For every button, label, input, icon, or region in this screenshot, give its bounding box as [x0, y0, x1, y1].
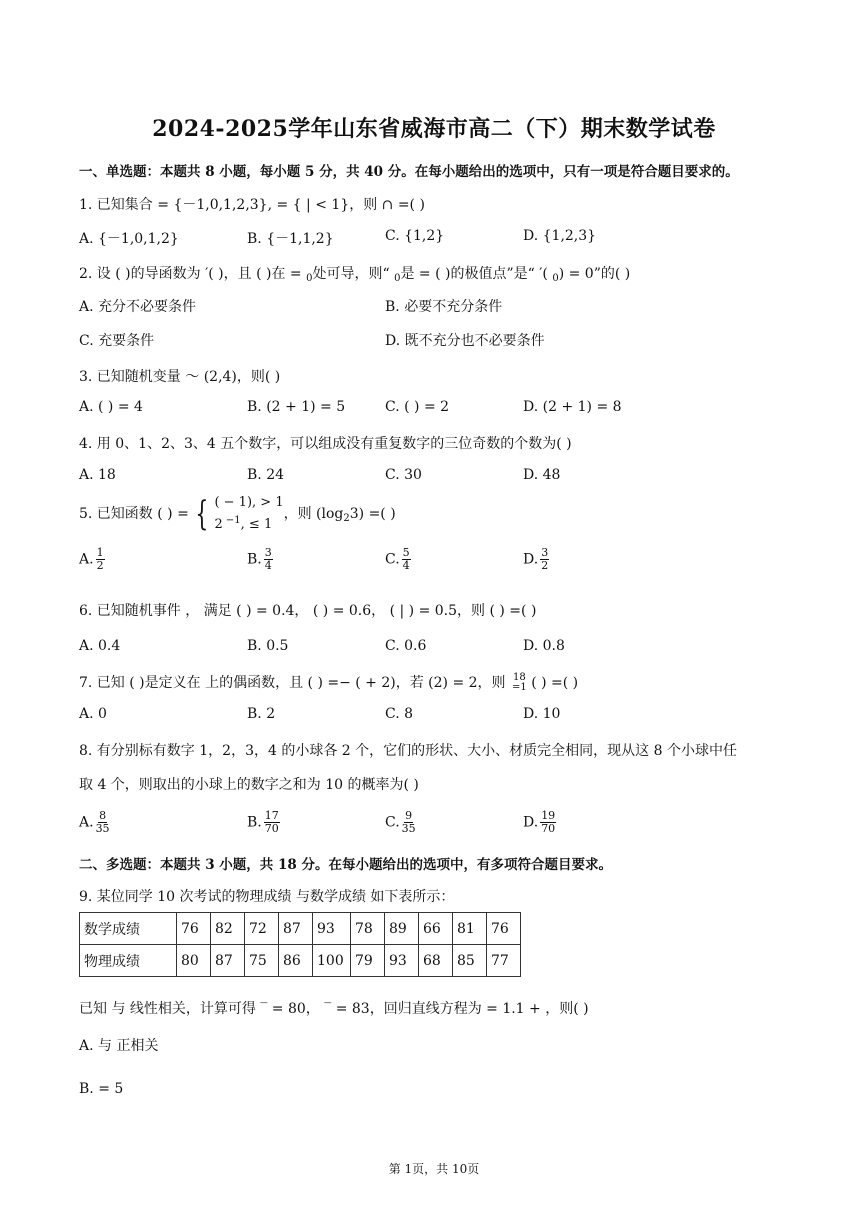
table-cell: 78: [351, 913, 385, 945]
question-8-stem-line-2: 取 4 个，则取出的小球上的数字之和为 10 的概率为( ): [79, 777, 419, 793]
question-4-option-d: D. 48: [523, 467, 561, 483]
question-5-option-b: B. $\frac{3}{4}$: [247, 546, 272, 572]
question-5-option-c: C. $\frac{5}{4}$: [385, 546, 410, 572]
table-cell: 79: [351, 945, 385, 977]
question-7-option-b: B. 2: [247, 706, 276, 722]
table-cell: 物理成绩: [80, 945, 177, 977]
question-4-option-b: B. 24: [247, 467, 285, 483]
question-2-option-b: B. 必要不充分条件: [385, 299, 503, 315]
question-1-option-a: A. {－1,0,1,2}: [79, 231, 179, 247]
page-title: 2024-2025学年山东省威海市高二（下）期末数学试卷: [152, 116, 716, 142]
table-cell: 66: [419, 913, 453, 945]
question-6-option-a: A. 0.4: [79, 638, 121, 654]
table-cell: 80: [177, 945, 211, 977]
question-3-option-d: D. (2 + 1) = 8: [523, 399, 622, 415]
question-3-stem: 3. 已知随机变量 ～ (2,4)，则( ): [79, 369, 281, 385]
question-3-option-b: B. (2 + 1) = 5: [247, 399, 346, 415]
question-6-option-b: B. 0.5: [247, 638, 289, 654]
page-footer: 第 1页，共 10页: [388, 1162, 480, 1176]
table-cell: 87: [211, 945, 245, 977]
question-9-given: 已知 与 线性相关，计算可得 ‾ = 80， ‾ = 83，回归直线方程为 = 1.1 + ，则( ): [79, 1001, 589, 1017]
question-8-stem-line-1: 8. 有分别标有数字 1，2，3，4 的小球各 2 个，它们的形状、大小、材质完全相同，现从这 8 个小球中任: [79, 743, 737, 759]
question-5-option-d: D. $\frac{3}{2}$: [523, 546, 549, 572]
question-1-option-b: B. {－1,1,2}: [247, 231, 334, 247]
question-9-option-a: A. 与 正相关: [79, 1038, 159, 1054]
table-cell: 75: [245, 945, 279, 977]
question-2-option-d: D. 既不充分也不必要条件: [385, 333, 545, 349]
section-heading-multi-choice: 二、多选题：本题共 3 小题，共 18 分。在每小题给出的选项中，有多项符合题目要求。: [79, 857, 612, 873]
question-1-option-c: C. {1,2}: [385, 228, 445, 244]
table-cell: 93: [385, 945, 419, 977]
table-cell: 76: [487, 913, 521, 945]
table-cell: 86: [279, 945, 313, 977]
question-8-option-c: C. $\frac{9}{35}$: [385, 809, 416, 835]
question-4-option-c: C. 30: [385, 467, 422, 483]
table-cell: 76: [177, 913, 211, 945]
question-9-option-b: B. = 5: [79, 1081, 124, 1097]
question-5-option-a: A. $\frac{1}{2}$: [79, 546, 104, 572]
piecewise-cases: ( − 1), > 1 2 $^{-1}$, ≤ 1: [214, 495, 284, 532]
piecewise-brace: {: [195, 494, 209, 534]
question-4-stem: 4. 用 0、1、2、3、4 五个数字，可以组成没有重复数字的三位奇数的个数为( ): [79, 436, 572, 452]
question-6-option-c: C. 0.6: [385, 638, 427, 654]
question-2-option-a: A. 充分不必要条件: [79, 299, 197, 315]
table-cell: 72: [245, 913, 279, 945]
section-heading-single-choice: 一、单选题：本题共 8 小题，每小题 5 分，共 40 分。在每小题给出的选项中，只有一项是符合题目要求的。: [79, 164, 739, 180]
question-2-option-c: C. 充要条件: [79, 333, 155, 349]
score-table: [79, 912, 521, 977]
question-5-stem: 5. 已知函数 ( ) = { ( − 1), > 1 2 $^{-1}$, ≤ 1 ，则 $(\log_23)$ =( ): [79, 494, 396, 534]
question-7-option-a: A. 0: [79, 706, 107, 722]
question-1-stem: 1. 已知集合 = {－1,0,1,2,3}, = { | < 1}，则 ∩ =( ): [79, 197, 425, 213]
table-cell: 89: [385, 913, 419, 945]
question-6-stem: 6. 已知随机事件 ， 满足 ( ) = 0.4， ( ) = 0.6， ( | ) = 0.5，则 ( ) =( ): [79, 603, 537, 619]
question-7-option-d: D. 10: [523, 706, 561, 722]
question-9-stem: 9. 某位同学 10 次考试的物理成绩 与数学成绩 如下表所示：: [79, 889, 455, 905]
sum-bounds: 18 =1: [512, 672, 527, 693]
question-4-option-a: A. 18: [79, 467, 116, 483]
table-cell: 85: [453, 945, 487, 977]
table-row: [80, 945, 521, 977]
table-cell: 77: [487, 945, 521, 977]
question-8-option-d: D. $\frac{19}{70}$: [523, 809, 556, 835]
question-6-option-d: D. 0.8: [523, 638, 565, 654]
table-cell: 93: [313, 913, 351, 945]
table-cell: 100: [313, 945, 351, 977]
question-8-option-b: B. $\frac{17}{70}$: [247, 809, 279, 835]
question-8-option-a: A. $\frac{8}{35}$: [79, 809, 110, 835]
table-row: [80, 913, 521, 945]
question-1-option-d: D. {1,2,3}: [523, 228, 597, 244]
table-cell: 68: [419, 945, 453, 977]
table-cell: 81: [453, 913, 487, 945]
question-7-stem: 7. 已知 ( )是定义在 上的偶函数，且 ( ) =− ( + 2)，若 (2) = 2，则 18 =1 ( ) =( ): [79, 672, 579, 693]
question-3-option-c: C. ( ) = 2: [385, 399, 450, 415]
question-7-option-c: C. 8: [385, 706, 414, 722]
question-3-option-a: A. ( ) = 4: [79, 399, 143, 415]
table-cell: 数学成绩: [80, 913, 177, 945]
table-cell: 87: [279, 913, 313, 945]
question-2-stem: 2. 设 ( )的导函数为 ′( )，且 ( )在 = $_0$处可导，则“ $_0$是 = ( )的极值点”是“ ′( $_0$) = 0”的( ): [79, 266, 631, 284]
table-cell: 82: [211, 913, 245, 945]
